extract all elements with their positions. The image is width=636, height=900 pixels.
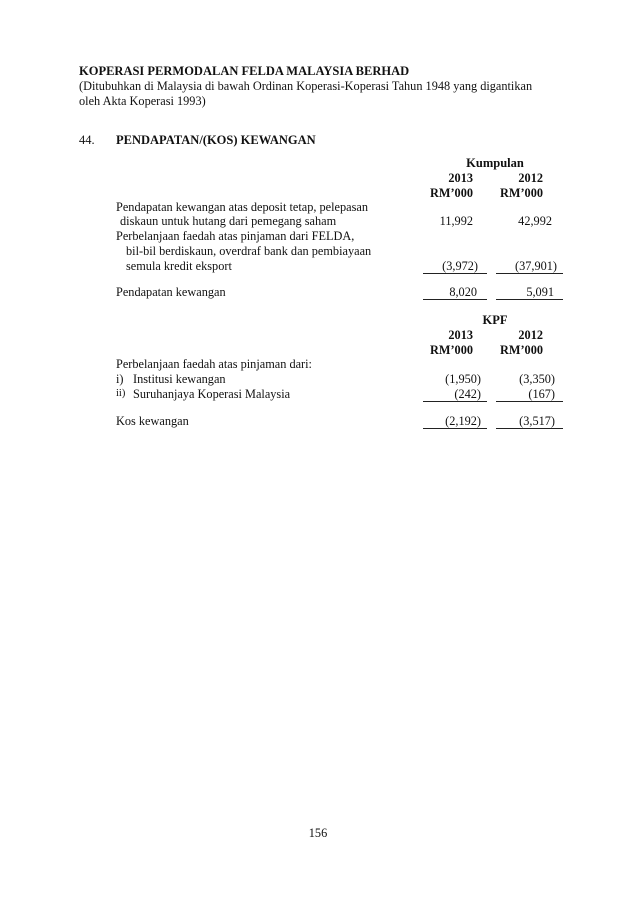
unit-header-2013: RM’000	[429, 186, 473, 200]
section-number: 44.	[79, 133, 95, 147]
unit-header-2013: RM’000	[429, 343, 473, 357]
unit-header-2012: RM’000	[499, 343, 543, 357]
total-2012: (3,517)	[519, 414, 555, 428]
row-label: semula kredit eksport	[126, 259, 232, 273]
item-marker: i)	[116, 372, 124, 386]
rule	[423, 428, 487, 429]
year-header-2013: 2013	[448, 328, 473, 342]
row-label: bil-bil berdiskaun, overdraf bank dan pembiayaan	[126, 244, 372, 258]
value-2013: 11,992	[439, 214, 473, 228]
rule	[496, 273, 563, 274]
value-2013: (1,950)	[445, 372, 481, 386]
incorporation-note-line-1: (Ditubuhkan di Malaysia di bawah Ordinan Koperasi-Koperasi Tahun 1948 yang digantikan	[79, 79, 533, 93]
rule	[423, 401, 487, 402]
page-number: 156	[308, 826, 328, 840]
rule	[496, 299, 563, 300]
year-header-2012: 2012	[518, 171, 543, 185]
value-2012: (167)	[528, 387, 555, 401]
value-2012: 42,992	[518, 214, 552, 228]
rule	[496, 401, 563, 402]
row-label: diskaun untuk hutang dari pemegang saham	[120, 214, 337, 228]
value-2012: (37,901)	[514, 259, 557, 273]
intro-label: Perbelanjaan faedah atas pinjaman dari:	[116, 357, 312, 371]
kpf-column-header: KPF	[482, 313, 508, 327]
item-marker: ii)	[116, 388, 126, 399]
incorporation-note-line-2: oleh Akta Koperasi 1993)	[79, 94, 206, 108]
total-label: Pendapatan kewangan	[116, 285, 226, 299]
rule	[423, 273, 487, 274]
company-name: KOPERASI PERMODALAN FELDA MALAYSIA BERHAD	[79, 64, 410, 78]
unit-header-2012: RM’000	[499, 186, 543, 200]
total-2013: (2,192)	[445, 414, 481, 428]
group-column-header: Kumpulan	[466, 156, 524, 170]
total-2012: 5,091	[526, 285, 554, 299]
year-header-2013: 2013	[448, 171, 473, 185]
rule	[423, 299, 487, 300]
total-2013: 8,020	[449, 285, 477, 299]
year-header-2012: 2012	[518, 328, 543, 342]
row-label: Pendapatan kewangan atas deposit tetap, pelepasan	[116, 200, 368, 214]
row-label: Suruhanjaya Koperasi Malaysia	[133, 387, 291, 401]
value-2013: (242)	[454, 387, 481, 401]
value-2013: (3,972)	[442, 259, 478, 273]
total-label: Kos kewangan	[116, 414, 189, 428]
section-title: PENDAPATAN/(KOS) KEWANGAN	[116, 133, 316, 147]
row-label: Institusi kewangan	[133, 372, 226, 386]
rule	[496, 428, 563, 429]
value-2012: (3,350)	[519, 372, 555, 386]
row-label: Perbelanjaan faedah atas pinjaman dari FELDA,	[116, 229, 355, 243]
